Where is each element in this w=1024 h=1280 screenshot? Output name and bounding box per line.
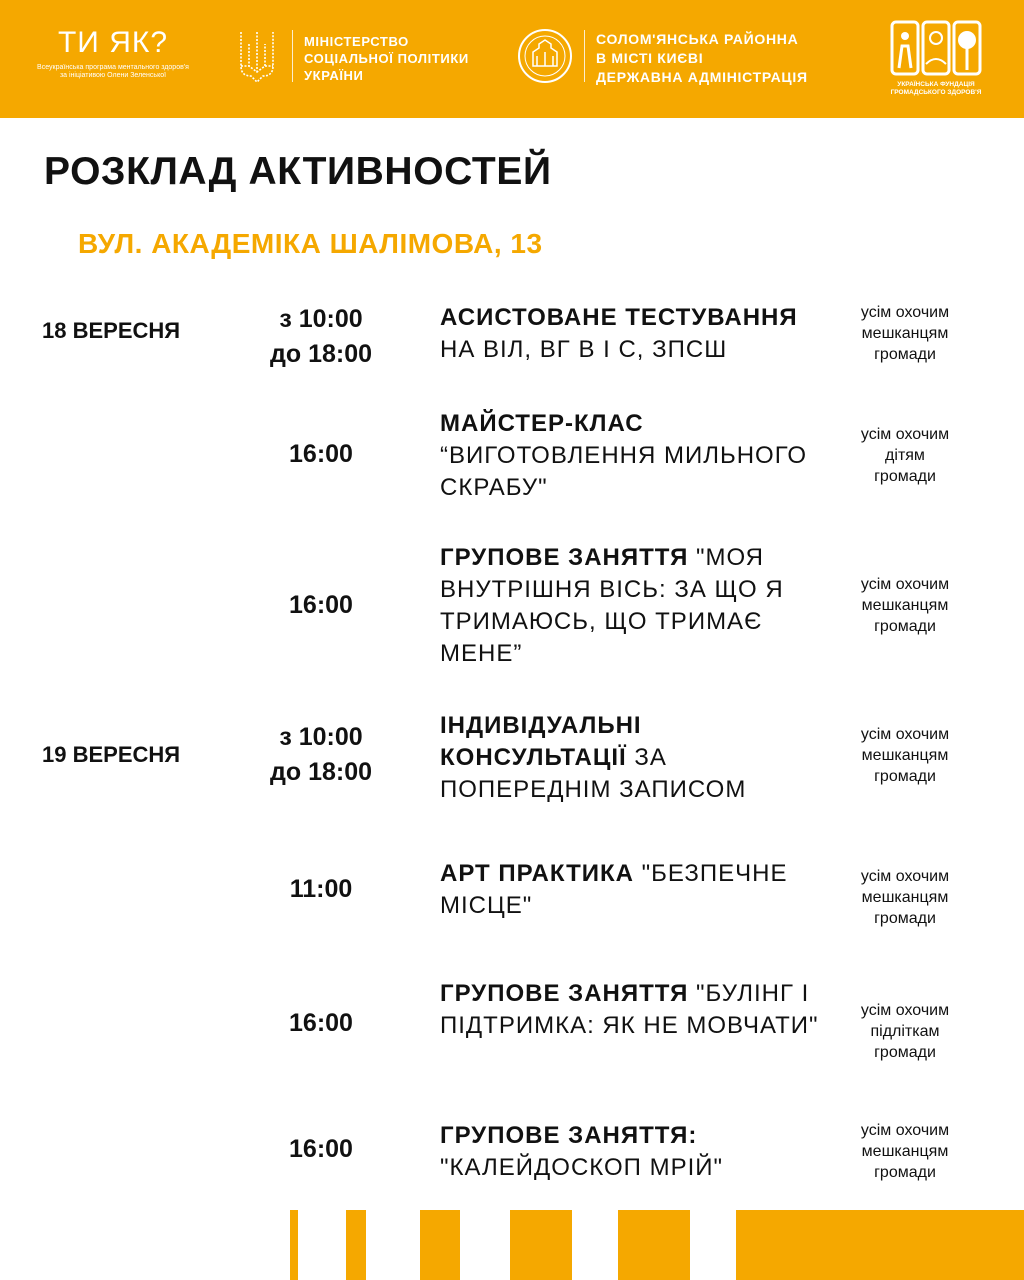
schedule-activity	[440, 978, 830, 1042]
schedule-audience	[850, 424, 960, 487]
activity-title: МАЙСТЕР-КЛАС	[440, 410, 644, 437]
ministry-line: МІНІСТЕРСТВО	[304, 34, 409, 49]
audience-line: усім охочим	[860, 1122, 950, 1139]
schedule-time	[240, 720, 402, 790]
schedule-audience	[850, 866, 960, 929]
footer-stripe	[618, 1210, 690, 1280]
audience-line: громади	[874, 468, 936, 485]
audience-line: усім охочим	[860, 576, 950, 593]
activity-title: АРТ ПРАКТИКА	[440, 860, 634, 887]
header-banner	[0, 0, 1024, 118]
schedule-time-line: з 10:00	[279, 305, 363, 333]
audience-line: усім охочим	[860, 726, 950, 743]
kyiv-district-seal-icon	[517, 28, 573, 84]
schedule-time-line: 11:00	[289, 875, 353, 903]
schedule-audience	[850, 1120, 960, 1183]
audience-line: усім охочим	[860, 868, 950, 885]
audience-line: громади	[874, 618, 936, 635]
tyak-logo-subtitle	[28, 64, 198, 80]
schedule-time	[240, 302, 402, 372]
activity-description: "КАЛЕЙДОСКОП МРІЙ"	[440, 1154, 724, 1181]
schedule-time-line: до 18:00	[269, 340, 373, 368]
audience-line: громади	[874, 768, 936, 785]
fund-line: УКРАЇНСЬКА ФУНДАЦІЯ	[897, 81, 975, 88]
audience-line: підліткам	[870, 1023, 940, 1040]
audience-line: мешканцям	[861, 597, 949, 614]
fund-logo-text	[888, 81, 984, 96]
activity-description: НА ВІЛ, ВГ В І С, ЗПСШ	[440, 336, 728, 363]
tyak-logo	[28, 26, 198, 80]
audience-line: громади	[874, 1044, 936, 1061]
public-health-fund-icon	[888, 20, 984, 80]
activity-description: "БУЛІНГ І ПІДТРИМКА: ЯК НЕ МОВЧАТИ"	[440, 980, 819, 1039]
schedule-activity	[440, 408, 830, 504]
audience-line: мешканцям	[861, 325, 949, 342]
ministry-logo-text	[304, 33, 469, 84]
schedule-time	[240, 1006, 402, 1041]
schedule-date: 18 ВЕРЕСНЯ	[42, 318, 181, 343]
audience-line: мешканцям	[861, 889, 949, 906]
schedule-date: 19 ВЕРЕСНЯ	[42, 742, 181, 767]
header-divider	[584, 30, 585, 82]
activity-title: ГРУПОВЕ ЗАНЯТТЯ:	[440, 1122, 698, 1149]
schedule-time-line: до 18:00	[269, 758, 373, 786]
schedule-time-line: 16:00	[289, 440, 353, 468]
schedule-activity	[440, 1120, 830, 1184]
rda-line: СОЛОМ'ЯНСЬКА РАЙОННА	[596, 31, 799, 47]
activity-description: “ВИГОТОВЛЕННЯ МИЛЬНОГО СКРАБУ"	[440, 442, 808, 501]
schedule-time-line: 16:00	[289, 1135, 353, 1163]
page-title: РОЗКЛАД АКТИВНОСТЕЙ	[44, 150, 552, 193]
schedule-activity	[440, 542, 830, 670]
header-divider	[292, 30, 293, 82]
audience-line: усім охочим	[860, 1002, 950, 1019]
schedule-activity	[440, 858, 830, 922]
rda-line: В МІСТІ КИЄВІ	[596, 50, 704, 66]
audience-line: мешканцям	[861, 1143, 949, 1160]
schedule-time-line: з 10:00	[279, 723, 363, 751]
activity-title: ГРУПОВЕ ЗАНЯТТЯ	[440, 544, 689, 571]
schedule-audience	[850, 574, 960, 637]
schedule-audience	[850, 302, 960, 365]
audience-line: мешканцям	[861, 747, 949, 764]
footer-stripe	[290, 1210, 298, 1280]
activity-title: ІНДИВІДУАЛЬНІ КОНСУЛЬТАЦІЇ	[440, 712, 642, 771]
ministry-line: УКРАЇНИ	[304, 68, 364, 83]
tyak-subtitle-line: за ініціативою Олени Зеленської	[59, 72, 167, 79]
schedule-time	[240, 588, 402, 623]
activity-description: ЗА ПОПЕРЕДНІМ ЗАПИСОМ	[440, 744, 747, 803]
rda-line: ДЕРЖАВНА АДМІНІСТРАЦІЯ	[596, 69, 808, 85]
address-heading: ВУЛ. АКАДЕМІКА ШАЛІМОВА, 13	[78, 228, 543, 259]
schedule-time	[240, 437, 402, 472]
tyak-logo-title: ТИ ЯК?	[57, 26, 169, 59]
activity-description: "МОЯ ВНУТРІШНЯ ВІСЬ: ЗА ЩО Я ТРИМАЮСЬ, ЩО ТРИМАЄ МЕНЕ”	[440, 544, 784, 667]
activity-description: "БЕЗПЕЧНЕ МІСЦЕ"	[440, 860, 788, 919]
audience-line: усім охочим	[860, 304, 950, 321]
district-administration-text	[596, 30, 808, 87]
footer-stripe	[510, 1210, 572, 1280]
schedule-time-line: 16:00	[289, 1009, 353, 1037]
schedule-time	[240, 1132, 402, 1167]
footer-stripe	[346, 1210, 366, 1280]
tryzub-icon	[237, 26, 277, 86]
tyak-subtitle-line: Всеукраїнська програма ментального здоров'я	[37, 64, 189, 71]
audience-line: усім охочим	[860, 426, 950, 443]
schedule-audience	[850, 724, 960, 787]
audience-line: громади	[874, 910, 936, 927]
schedule-activity	[440, 302, 830, 366]
activity-title: АСИСТОВАНЕ ТЕСТУВАННЯ	[440, 304, 798, 331]
footer-stripe	[736, 1210, 1024, 1280]
schedule-audience	[850, 1000, 960, 1063]
schedule-time-line: 16:00	[289, 591, 353, 619]
fund-line: ГРОМАДСЬКОГО ЗДОРОВ'Я	[890, 88, 982, 96]
ministry-line: СОЦІАЛЬНОЇ ПОЛІТИКИ	[304, 51, 469, 66]
schedule-activity	[440, 710, 830, 806]
audience-line: громади	[874, 346, 936, 363]
activity-title: ГРУПОВЕ ЗАНЯТТЯ	[440, 980, 689, 1007]
audience-line: дітям	[885, 447, 925, 464]
footer-stripe	[420, 1210, 460, 1280]
public-health-fund-logo	[888, 20, 984, 98]
schedule-time	[240, 872, 402, 907]
audience-line: громади	[874, 1164, 936, 1181]
